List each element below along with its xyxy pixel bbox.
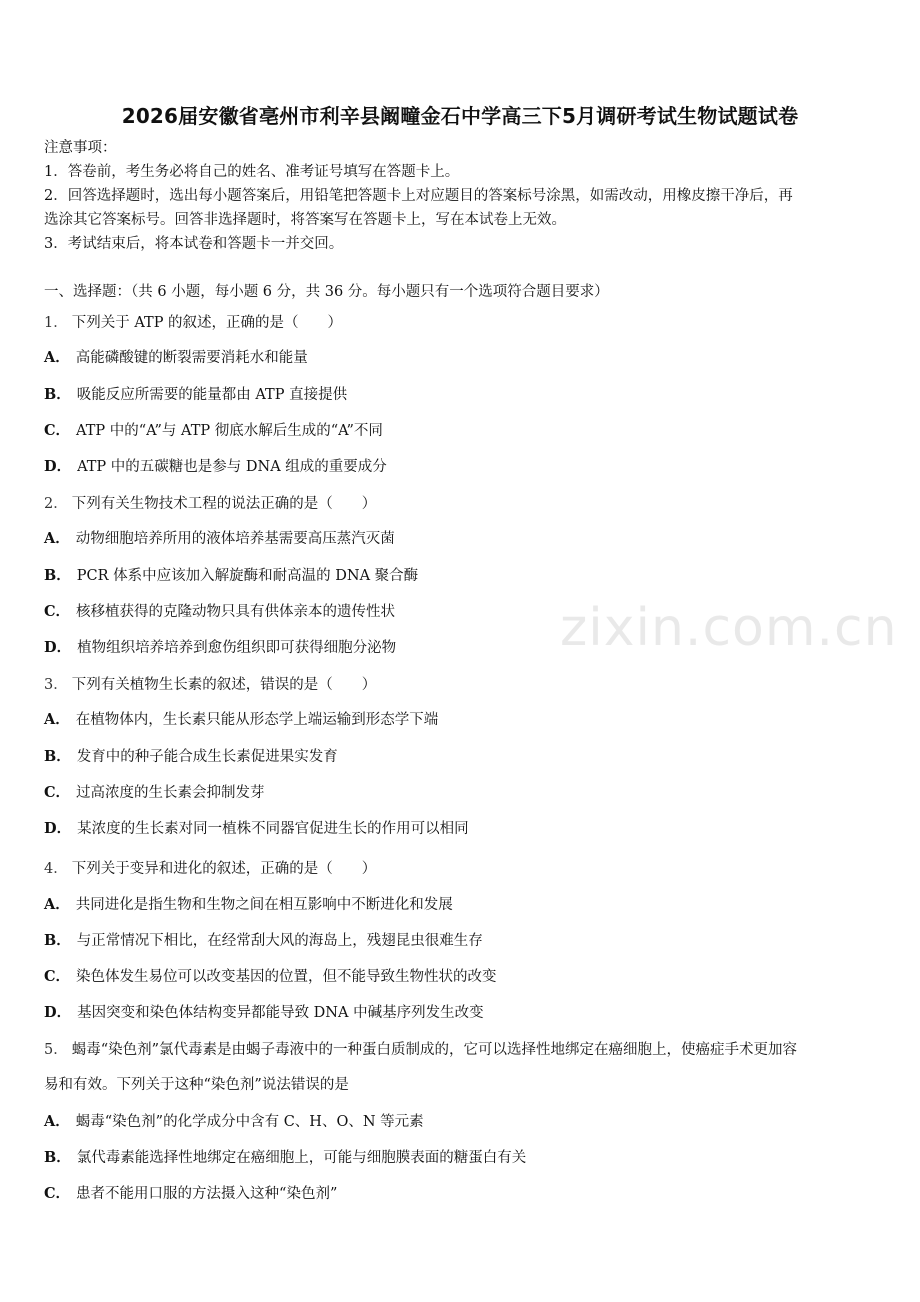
notice-item: 1．答卷前，考生务必将自己的姓名、准考证号填写在答题卡上。 xyxy=(44,164,460,180)
option-text: 动物细胞培养所用的液体培养基需要高压蒸汽灭菌 xyxy=(75,531,395,547)
question-number: 2． xyxy=(44,496,68,512)
question-text: 下列有关生物技术工程的说法正确的是（ ） xyxy=(71,496,377,512)
option-text: 某浓度的生长素对同一植株不同器官促进生长的作用可以相同 xyxy=(77,821,469,837)
option xyxy=(44,893,880,917)
option xyxy=(44,564,880,588)
option-text: ATP 中的五碳糖也是参与 DNA 组成的重要成分 xyxy=(77,459,387,475)
option xyxy=(44,1182,880,1206)
question-number: 4． xyxy=(44,861,68,877)
question-stem-continued: 易和有效。下列关于这种“染色剂”说法错误的是 xyxy=(44,1077,349,1093)
option-letter: C． xyxy=(44,784,71,801)
option xyxy=(44,383,880,407)
question-number: 1． xyxy=(44,315,68,331)
option xyxy=(44,781,880,805)
option-text: 过高浓度的生长素会抑制发芽 xyxy=(76,785,265,801)
option xyxy=(44,708,880,732)
question-text: 下列关于变异和进化的叙述，正确的是（ ） xyxy=(71,861,377,877)
option-text: 在植物体内，生长素只能从形态学上端运输到形态学下端 xyxy=(75,712,439,728)
option-letter: A． xyxy=(44,896,70,913)
option-text: 患者不能用口服的方法摄入这种“染色剂” xyxy=(76,1186,338,1202)
option-letter: A． xyxy=(44,711,70,728)
option xyxy=(44,1146,880,1170)
option xyxy=(44,1001,880,1025)
watermark: zixin.com.cn xyxy=(560,598,898,658)
option-text: 氯代毒素能选择性地绑定在癌细胞上，可能与细胞膜表面的糖蛋白有关 xyxy=(76,1150,527,1166)
option-text: 高能磷酸键的断裂需要消耗水和能量 xyxy=(75,350,308,366)
option-letter: A． xyxy=(44,349,70,366)
option-letter: C． xyxy=(44,422,71,439)
option-text: 共同进化是指生物和生物之间在相互影响中不断进化和发展 xyxy=(75,897,453,913)
question-stem xyxy=(44,311,880,335)
option-letter: D． xyxy=(44,458,72,475)
option-text: 植物组织培养培养到愈伤组织即可获得细胞分泌物 xyxy=(77,640,397,656)
option-text: 吸能反应所需要的能量都由 ATP 直接提供 xyxy=(76,387,348,403)
option-letter: B． xyxy=(44,932,71,949)
option xyxy=(44,745,880,769)
option-letter: D． xyxy=(44,820,72,837)
option-text: 发育中的种子能合成生长素促进果实发育 xyxy=(76,749,338,765)
option-text: 与正常情况下相比，在经常刮大风的海岛上，残翅昆虫很难生存 xyxy=(76,933,483,949)
notice-item: 2．回答选择题时，选出每小题答案后，用铅笔把答题卡上对应题目的答案标号涂黑，如需改动，用橡皮擦干净后，再 xyxy=(44,188,793,204)
notice-item: 选涂其它答案标号。回答非选择题时，将答案写在答题卡上，写在本试卷上无效。 xyxy=(44,212,566,228)
option-letter: D． xyxy=(44,1004,72,1021)
question-text: 蝎毒“染色剂”氯代毒素是由蝎子毒液中的一种蛋白质制成的，它可以选择性地绑定在癌细胞上，使癌症手术更加容 xyxy=(71,1042,798,1058)
question-stem xyxy=(44,492,880,516)
option-letter: C． xyxy=(44,1185,71,1202)
option-text: 染色体发生易位可以改变基因的位置，但不能导致生物性状的改变 xyxy=(76,969,497,985)
section-heading: 一、选择题：（共 6 小题，每小题 6 分，共 36 分。每小题只有一个选项符合题目要求） xyxy=(44,284,609,300)
option xyxy=(44,929,880,953)
option-letter: C． xyxy=(44,603,71,620)
option xyxy=(44,1110,880,1134)
exam-title: 2026届安徽省亳州市利辛县阚疃金石中学高三下5月调研考试生物试题试卷 xyxy=(121,104,799,128)
option-letter: A． xyxy=(44,1113,70,1130)
question-stem xyxy=(44,673,880,697)
option xyxy=(44,817,880,841)
option xyxy=(44,455,880,479)
question-stem xyxy=(44,857,880,881)
option-text: 基因突变和染色体结构变异都能导致 DNA 中碱基序列发生改变 xyxy=(77,1005,484,1021)
option-text: PCR 体系中应该加入解旋酶和耐高温的 DNA 聚合酶 xyxy=(76,568,419,584)
option-letter: B． xyxy=(44,567,71,584)
option xyxy=(44,346,880,370)
option xyxy=(44,419,880,443)
question-number: 5． xyxy=(44,1042,68,1058)
option-letter: B． xyxy=(44,1149,71,1166)
notice-item: 3．考试结束后，将本试卷和答题卡一并交回。 xyxy=(44,236,344,252)
option-text: 核移植获得的克隆动物只具有供体亲本的遗传性状 xyxy=(76,604,396,620)
option-letter: B． xyxy=(44,748,71,765)
notice-heading: 注意事项： xyxy=(44,140,117,156)
option-letter: B． xyxy=(44,386,71,403)
question-number: 3． xyxy=(44,677,68,693)
option-text: 蝎毒“染色剂”的化学成分中含有 C、H、O、N 等元素 xyxy=(75,1114,424,1130)
option-text: ATP 中的“A”与 ATP 彻底水解后生成的“A”不同 xyxy=(76,423,383,439)
option-letter: D． xyxy=(44,639,72,656)
option xyxy=(44,636,880,660)
question-text: 下列有关植物生长素的叙述，错误的是（ ） xyxy=(71,677,377,693)
option xyxy=(44,965,880,989)
option-letter: C． xyxy=(44,968,71,985)
option-letter: A． xyxy=(44,530,70,547)
question-stem xyxy=(44,1038,880,1062)
option xyxy=(44,527,880,551)
option xyxy=(44,600,880,624)
question-text: 下列关于 ATP 的叙述，正确的是（ ） xyxy=(71,315,343,331)
